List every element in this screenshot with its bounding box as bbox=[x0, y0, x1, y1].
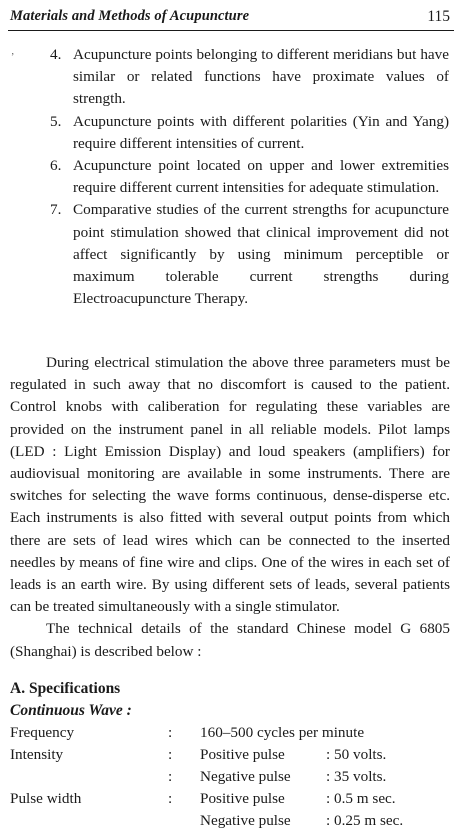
numbered-list bbox=[0, 44, 460, 310]
list-item-number: 7. bbox=[50, 201, 62, 219]
running-title: Materials and Methods of Acupuncture bbox=[10, 8, 250, 24]
section-heading: A. Specifications bbox=[10, 680, 121, 697]
spec-kind: Negative pulse bbox=[200, 812, 291, 829]
margin-mark: ’ bbox=[11, 52, 15, 63]
body-paragraph: During electrical stimulation the above three parameters must be regulated in such away that no discomfort is caused to the patient. Control knobs with caliberation for regulating these variables are provided on the instrument panel in all reliable models. Pilot lamps (LED : Light Emission Display) and loud speakers (amplifiers) for audiovisual monitoring are available in some instruments. There are switches for selecting the wave forms continuous, dense-disperse etc. Each instruments is also fitted with several output points from which there are sets of lead wires which can be connected to the inserted needles by means of fine wire and clips. One of the wires in each set of leads is an earth wire. By using different sets of leads, several patients can be treated simultaneously with a single stimulator. bbox=[10, 354, 450, 616]
spec-row bbox=[10, 746, 450, 768]
spec-kind: 160–500 cycles per minute bbox=[200, 724, 365, 741]
running-header bbox=[10, 8, 450, 30]
list-item bbox=[0, 199, 460, 310]
body-paragraphs bbox=[10, 352, 450, 663]
list-item-text: Acupuncture point located on upper and lower extremities require different current intensities for adequate stimulation. bbox=[73, 157, 449, 197]
spec-row bbox=[10, 812, 450, 834]
header-rule bbox=[8, 30, 454, 31]
spec-colon: : bbox=[168, 724, 173, 741]
spec-value: : 0.5 m sec. bbox=[326, 790, 396, 807]
list-item-text: Comparative studies of the current strengths for acupuncture point stimulation showed that clinical improvement did not affect significantly by using minimum perceptible or maximum tolerable current strengths during Electroacupuncture Therapy. bbox=[73, 201, 449, 308]
spec-row bbox=[10, 724, 450, 746]
list-item-text: Acupuncture points belonging to different meridians but have similar or related functions have proximate values of strength. bbox=[73, 46, 449, 108]
spec-value: : 50 volts. bbox=[326, 746, 387, 763]
list-item-number: 6. bbox=[50, 157, 62, 175]
list-item bbox=[0, 155, 460, 199]
list-item bbox=[0, 44, 460, 111]
list-item-text: Acupuncture points with different polarities (Yin and Yang) require different intensities of current. bbox=[73, 112, 449, 152]
body-paragraph: The technical details of the standard Chinese model G 6805 (Shanghai) is described below : bbox=[10, 620, 450, 660]
spec-name: Pulse width bbox=[10, 790, 82, 807]
spec-name: Intensity bbox=[10, 746, 64, 763]
page-number: 115 bbox=[427, 8, 450, 25]
spec-colon: : bbox=[168, 746, 173, 763]
spec-name: Frequency bbox=[10, 724, 75, 741]
spec-value: : 35 volts. bbox=[326, 768, 387, 785]
list-item-number: 5. bbox=[50, 112, 62, 130]
spec-colon: : bbox=[168, 768, 173, 785]
spec-kind: Negative pulse bbox=[200, 768, 291, 785]
specifications-table bbox=[10, 724, 450, 834]
spec-kind: Positive pulse bbox=[200, 746, 285, 763]
spec-row bbox=[10, 768, 450, 790]
spec-row bbox=[10, 790, 450, 812]
spec-kind: Positive pulse bbox=[200, 790, 285, 807]
spec-colon: : bbox=[168, 790, 173, 807]
list-item-number: 4. bbox=[50, 46, 62, 63]
section-subheading: Continuous Wave : bbox=[10, 702, 132, 719]
spec-value: : 0.25 m sec. bbox=[326, 812, 404, 829]
list-item bbox=[0, 111, 460, 155]
